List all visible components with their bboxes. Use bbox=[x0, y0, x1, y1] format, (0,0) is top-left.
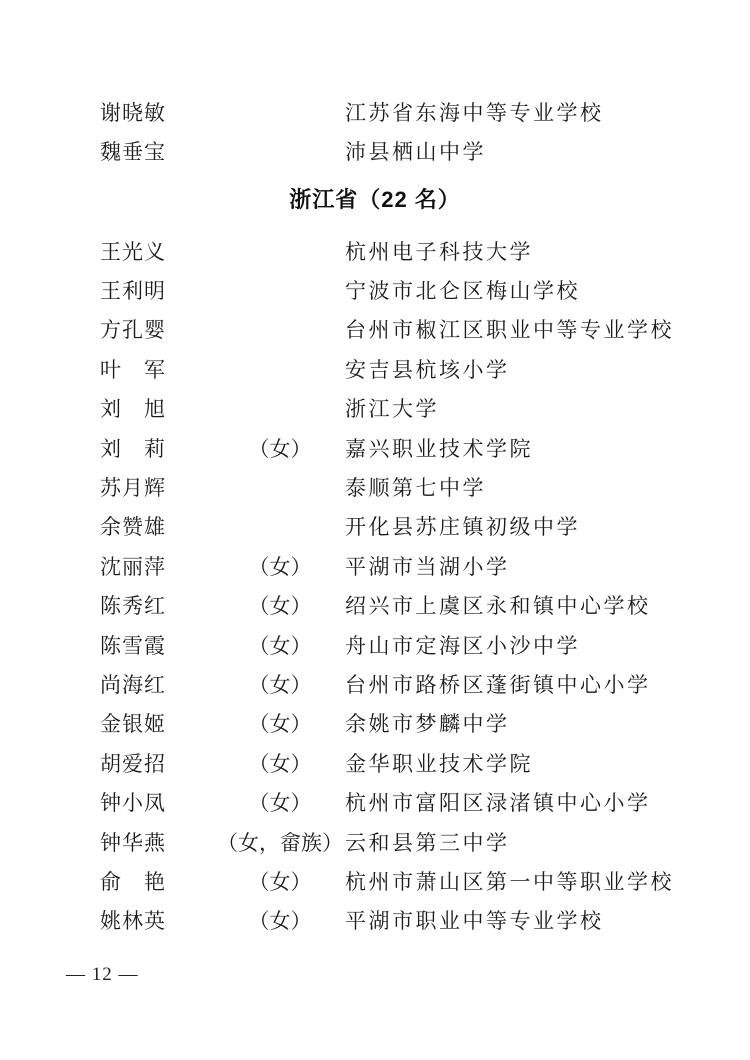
person-gender: （女） bbox=[248, 712, 312, 737]
person-school: 宁波市北仑区梅山学校 bbox=[345, 279, 580, 304]
person-school: 杭州电子科技大学 bbox=[345, 239, 533, 264]
section-heading: 浙江省（22 名） bbox=[289, 187, 461, 212]
person-school: 台州市椒江区职业中等专业学校 bbox=[345, 318, 674, 343]
previous-section-rows bbox=[0, 92, 750, 171]
person-school: 开化县苏庄镇初级中学 bbox=[345, 515, 580, 540]
person-school: 舟山市定海区小沙中学 bbox=[345, 633, 580, 658]
roster-row bbox=[0, 743, 750, 782]
roster-row bbox=[0, 310, 750, 349]
person-gender: （女） bbox=[248, 594, 312, 619]
person-name: 俞 艳 bbox=[100, 869, 166, 894]
person-name: 沈丽萍 bbox=[100, 554, 166, 579]
roster-row bbox=[0, 586, 750, 625]
person-name: 姚林英 bbox=[100, 909, 166, 934]
person-gender: （女） bbox=[248, 791, 312, 816]
roster-row bbox=[0, 901, 750, 940]
person-school: 杭州市萧山区第一中等职业学校 bbox=[345, 869, 674, 894]
roster-row bbox=[0, 231, 750, 270]
person-gender: （女，畲族） bbox=[217, 830, 343, 855]
person-name: 方孔婴 bbox=[100, 318, 166, 343]
person-school: 安吉县杭垓小学 bbox=[345, 357, 510, 382]
person-gender: （女） bbox=[248, 436, 312, 461]
page-number: — 12 — bbox=[66, 964, 139, 985]
person-school: 沛县栖山中学 bbox=[345, 140, 486, 165]
person-name: 金银姬 bbox=[100, 712, 166, 737]
roster-row bbox=[0, 625, 750, 664]
person-school: 金华职业技术学院 bbox=[345, 751, 533, 776]
person-school: 江苏省东海中等专业学校 bbox=[345, 100, 604, 125]
person-school: 绍兴市上虞区永和镇中心学校 bbox=[345, 594, 651, 619]
person-name: 苏月辉 bbox=[100, 476, 166, 501]
person-school: 浙江大学 bbox=[345, 397, 439, 422]
roster-row bbox=[0, 507, 750, 546]
person-gender: （女） bbox=[248, 633, 312, 658]
roster-row bbox=[0, 704, 750, 743]
roster-row bbox=[0, 270, 750, 309]
roster-row bbox=[0, 822, 750, 861]
roster-row bbox=[0, 349, 750, 388]
person-name: 魏垂宝 bbox=[100, 140, 166, 165]
person-school: 嘉兴职业技术学院 bbox=[345, 436, 533, 461]
person-name: 胡爱招 bbox=[100, 751, 166, 776]
roster-row bbox=[0, 782, 750, 821]
person-name: 陈秀红 bbox=[100, 594, 166, 619]
roster-row bbox=[0, 467, 750, 506]
roster-row bbox=[0, 861, 750, 900]
person-gender: （女） bbox=[248, 672, 312, 697]
person-name: 钟华燕 bbox=[100, 830, 166, 855]
person-name: 叶 军 bbox=[100, 357, 166, 382]
person-name: 尚海红 bbox=[100, 672, 166, 697]
roster-row bbox=[0, 546, 750, 585]
person-gender: （女） bbox=[248, 554, 312, 579]
person-gender: （女） bbox=[248, 869, 312, 894]
person-school: 杭州市富阳区渌渚镇中心小学 bbox=[345, 791, 651, 816]
person-school: 平湖市当湖小学 bbox=[345, 554, 510, 579]
person-name: 钟小凤 bbox=[100, 791, 166, 816]
person-name: 陈雪霞 bbox=[100, 633, 166, 658]
person-name: 王光义 bbox=[100, 239, 166, 264]
roster-row bbox=[0, 92, 750, 131]
roster-list bbox=[0, 231, 750, 940]
person-school: 余姚市梦麟中学 bbox=[345, 712, 510, 737]
person-name: 刘 旭 bbox=[100, 397, 166, 422]
person-name: 刘 莉 bbox=[100, 436, 166, 461]
roster-row bbox=[0, 428, 750, 467]
person-school: 平湖市职业中等专业学校 bbox=[345, 909, 604, 934]
person-gender: （女） bbox=[248, 909, 312, 934]
person-school: 云和县第三中学 bbox=[345, 830, 510, 855]
person-name: 谢晓敏 bbox=[100, 100, 166, 125]
roster-row bbox=[0, 389, 750, 428]
person-gender: （女） bbox=[248, 751, 312, 776]
roster-row bbox=[0, 664, 750, 703]
person-school: 台州市路桥区蓬街镇中心小学 bbox=[345, 672, 651, 697]
person-name: 余赞雄 bbox=[100, 515, 166, 540]
person-name: 王利明 bbox=[100, 279, 166, 304]
person-school: 泰顺第七中学 bbox=[345, 476, 486, 501]
roster-row bbox=[0, 131, 750, 170]
